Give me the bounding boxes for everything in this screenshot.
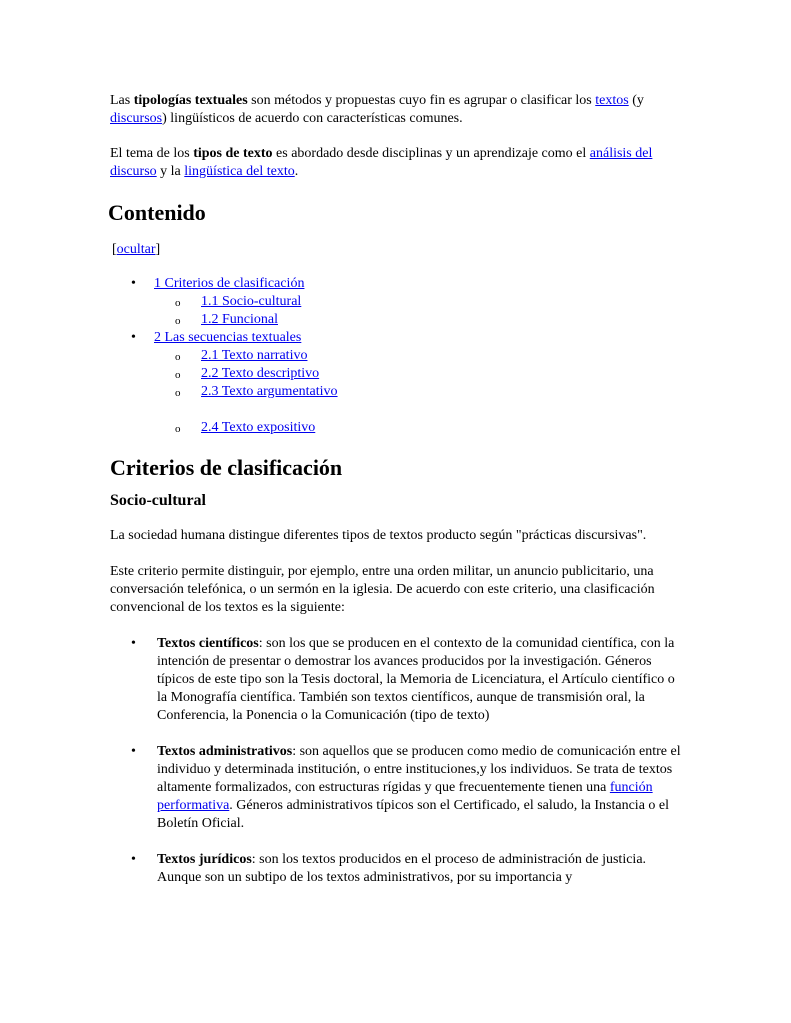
item-term: Textos jurídicos [157, 852, 252, 867]
item-text: : son aquellos que se producen como medio de comunicación entre el individuo y determinada institución, o entre instituciones,y los individuos. Se trata de textos altamente formalizados, con estructuras rígidas y que frecuentemente tienen una [157, 744, 681, 795]
text: son métodos y propuestas cuyo fin es agrupar o clasificar los [247, 93, 596, 108]
bullet-icon: • [131, 636, 136, 651]
text: es abordado desde disciplinas y un aprendizaje como el [272, 146, 590, 161]
document-page [110, 92, 685, 905]
paragraph: Este criterio permite distinguir, por ejemplo, entre una orden militar, un anuncio publicitario, una conversación telefónica, o un sermón en la iglesia. De acuerdo con este criterio, una clasificación convencional de los textos es la siguiente: [110, 564, 655, 615]
section-title-criterios: Criterios de clasificación [110, 455, 343, 480]
toc-sublist [154, 293, 685, 329]
item-text: : son los que se producen en el contexto de la comunidad científica, con la intención de presentar o demostrar los avances producidos por la investigación. Géneros típicos de este tipo son la Tesis doctoral, la Memoria de Licenciatura, el Artículo científico o la Monografía científica. También son textos científicos, aunque de transmisión oral, la Conferencia, la Ponencia o la Comunicación (tipo de texto) [157, 636, 675, 723]
toc-title: Contenido [108, 200, 206, 225]
list-item-administrativos [110, 743, 685, 833]
item-term: Textos científicos [157, 636, 259, 651]
item-text: : son los textos producidos en el proceso de administración de justicia. Aunque son un subtipo de los textos administrativos, por su importancia y [157, 852, 647, 885]
list-item-cientificos [110, 635, 685, 725]
toc-section [110, 329, 685, 437]
circle-bullet-icon: o [175, 297, 181, 309]
toc-list [110, 275, 685, 437]
toc-subitem [154, 365, 685, 383]
toc-subitem [154, 347, 685, 365]
toc-link-expositivo[interactable]: 2.4 Texto expositivo [201, 420, 316, 435]
intro-paragraph-1 [110, 92, 685, 128]
toc-subitem [154, 419, 685, 437]
link-discursos[interactable]: discursos [110, 111, 163, 126]
circle-bullet-icon: o [175, 315, 181, 327]
circle-bullet-icon: o [175, 369, 181, 381]
toc-subitem [154, 293, 685, 311]
toc-link-descriptivo[interactable]: 2.2 Texto descriptivo [201, 366, 320, 381]
bracket: ] [155, 242, 161, 257]
bold-term: tipologías textuales [133, 93, 248, 108]
link-textos[interactable]: textos [595, 93, 629, 108]
link-linguistica-texto[interactable]: lingüística del texto [184, 164, 295, 179]
toc-toggle [112, 241, 685, 259]
link-funcion-performativa[interactable]: función performativa [157, 780, 653, 813]
toc-link-secuencias[interactable]: 2 Las secuencias textuales [154, 330, 302, 345]
circle-bullet-icon: o [175, 423, 181, 435]
bullet-icon: • [131, 744, 136, 759]
toc-subitem [154, 383, 685, 401]
text: Las [110, 93, 134, 108]
toc-section [110, 275, 685, 329]
bold-term: tipos de texto [193, 146, 273, 161]
text: . [294, 164, 299, 179]
text: y la [156, 164, 185, 179]
toc-link-socio-cultural[interactable]: 1.1 Socio-cultural [201, 294, 302, 309]
paragraph: La sociedad humana distingue diferentes tipos de textos producto según "prácticas discursivas". [110, 528, 647, 543]
toc-link-argumentativo[interactable]: 2.3 Texto argumentativo [201, 384, 338, 399]
bullet-icon: • [131, 276, 136, 291]
toc-subitem [154, 311, 685, 329]
toc-link-narrativo[interactable]: 2.1 Texto narrativo [201, 348, 308, 363]
toc-link-funcional[interactable]: 1.2 Funcional [201, 312, 278, 327]
spacer [154, 401, 685, 419]
bullet-icon: • [131, 330, 136, 345]
text: El tema de los [110, 146, 194, 161]
text-types-list [110, 635, 685, 887]
item-term: Textos administrativos [157, 744, 293, 759]
toc-link-criterios[interactable]: 1 Criterios de clasificación [154, 276, 305, 291]
link-analisis-discurso[interactable]: análisis del discurso [110, 146, 653, 179]
subsection-title-socio-cultural: Socio-cultural [110, 492, 206, 509]
text: ) lingüísticos de acuerdo con características comunes. [162, 111, 463, 126]
intro-paragraph-2 [110, 145, 685, 181]
toc-hide-link[interactable]: ocultar [116, 242, 156, 257]
bullet-icon: • [131, 852, 136, 867]
text: (y [628, 93, 644, 108]
bracket: [ [112, 242, 117, 257]
toc-sublist [154, 347, 685, 437]
circle-bullet-icon: o [175, 387, 181, 399]
circle-bullet-icon: o [175, 351, 181, 363]
item-text: . Géneros administrativos típicos son el Certificado, el saludo, la Instancia o el Boletín Oficial. [157, 798, 670, 831]
list-item-juridicos [110, 851, 685, 887]
